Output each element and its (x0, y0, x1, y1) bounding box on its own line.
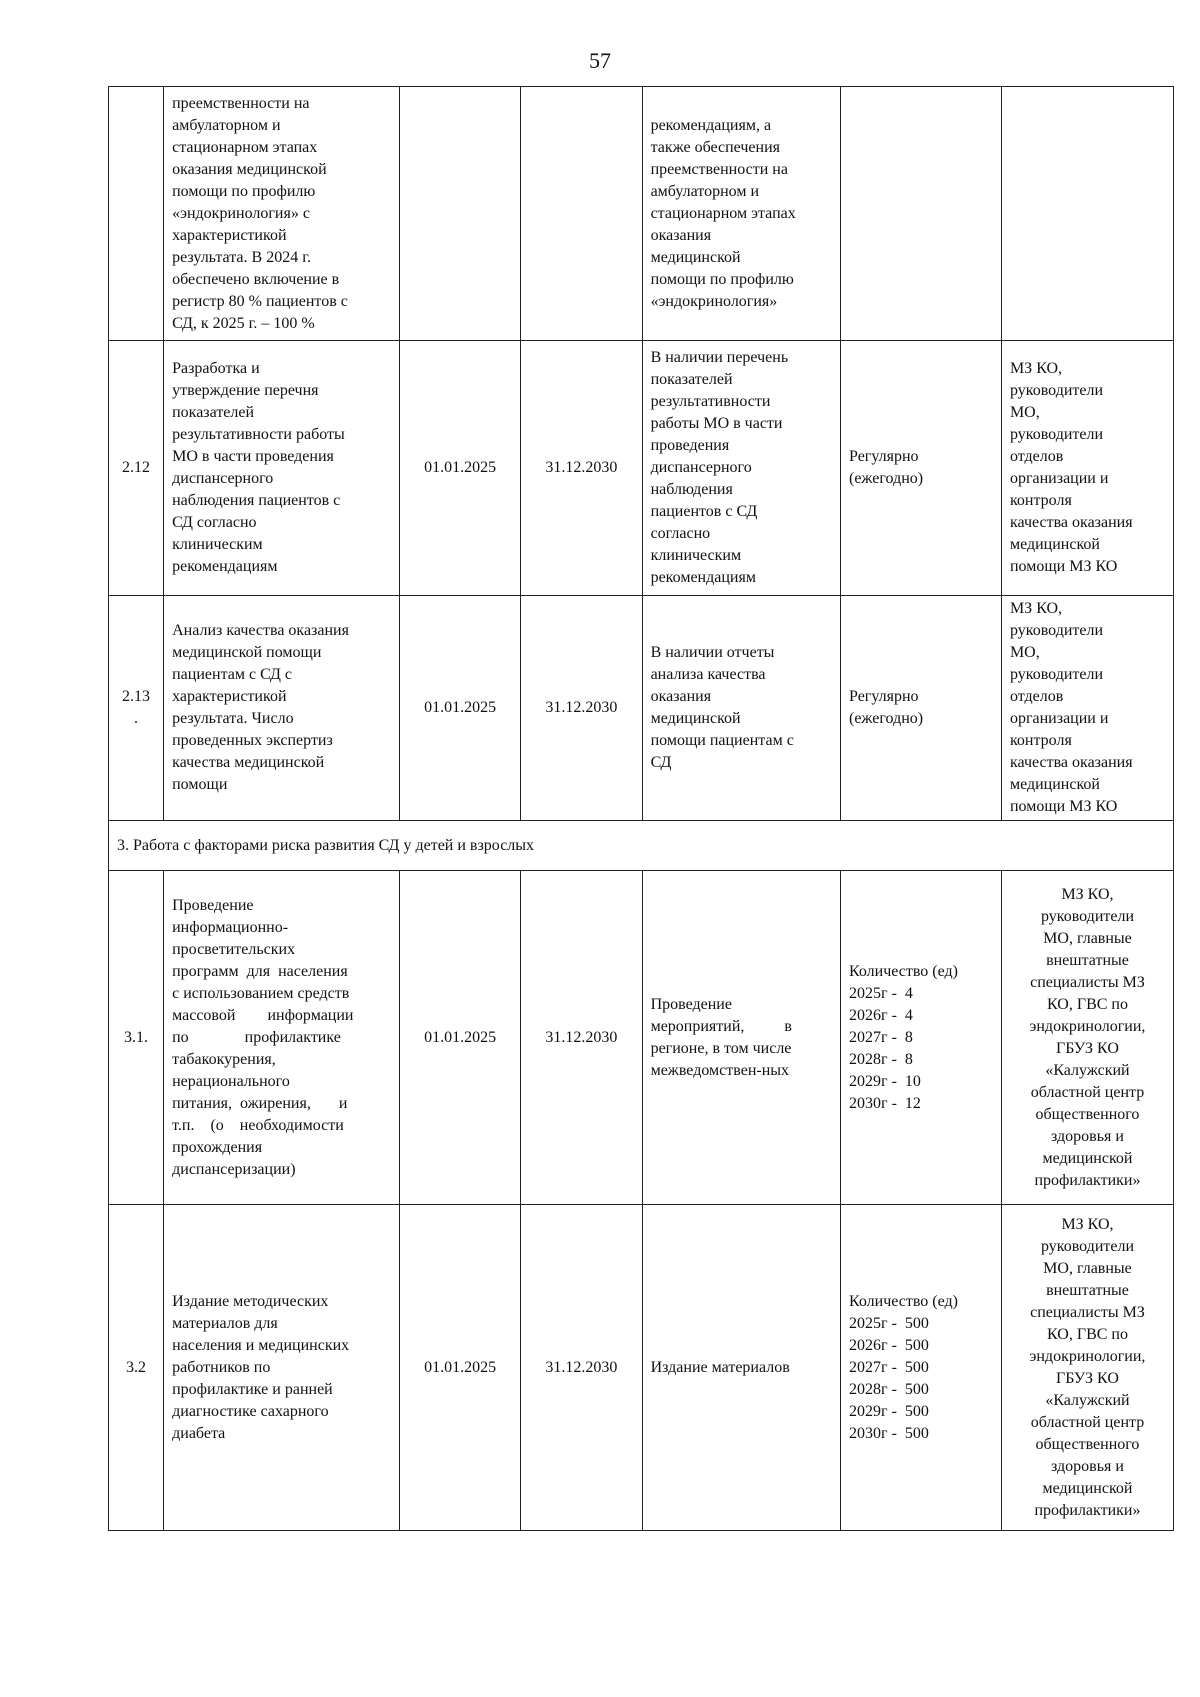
row-number-cell (109, 87, 164, 341)
section-header-row (109, 821, 1174, 871)
text-line: 2027г - 8 (849, 1028, 913, 1046)
text-line: КО, ГВС по (1046, 1325, 1128, 1343)
text-line: по профилактике (172, 1028, 341, 1046)
text-line: характеристикой (172, 688, 287, 705)
table-row (109, 596, 1174, 821)
result-cell (642, 87, 840, 341)
responsible-cell (1001, 341, 1173, 596)
text-line: регистр 80 % пациентов с (172, 292, 348, 310)
event-cell (164, 596, 400, 821)
text-line: эндокринологии, (1029, 1347, 1146, 1365)
text-line: оказания медицинской (172, 160, 327, 178)
result-cell (642, 871, 840, 1205)
end-date-cell: 31.12.2030 (521, 341, 642, 596)
frequency-cell (841, 596, 1002, 821)
page-number: 57 (589, 48, 611, 73)
text-line: руководители (1040, 1237, 1135, 1255)
end-date-cell (521, 87, 642, 341)
text-line: просветительских (172, 940, 296, 958)
text-line: МЗ КО, (1061, 1215, 1114, 1233)
text-line: организации и (1009, 470, 1109, 487)
text-line: медицинской помощи (172, 644, 322, 661)
frequency-cell (841, 871, 1002, 1205)
section-title: 3. Работа с факторами риска развития СД у детей и взрослых (109, 821, 1174, 871)
text-line: т.п. (о необходимости (172, 1116, 344, 1134)
start-date-cell: 01.01.2025 (400, 341, 521, 596)
text-line: «Калужский (1045, 1061, 1130, 1079)
text-line: МЗ КО, (1061, 885, 1114, 903)
table-row (109, 87, 1174, 341)
text-line: МО в части проведения (172, 448, 334, 465)
text-line: руководители (1009, 426, 1104, 443)
start-date-cell: 01.01.2025 (400, 871, 521, 1205)
text-line: контроля (1009, 732, 1072, 749)
text-line: качества оказания (1009, 514, 1133, 531)
text-line: диспансерного (172, 470, 274, 487)
text-line: проведения (650, 437, 730, 454)
text-line: организации и (1009, 710, 1109, 727)
text-line: согласно (650, 525, 711, 542)
text-line: профилактики» (1034, 1171, 1141, 1189)
text-line: наблюдения пациентов с (172, 492, 341, 509)
text-line: нерационального (172, 1072, 290, 1090)
text-line: межведомствен-ных (650, 1061, 790, 1079)
result-cell (642, 341, 840, 596)
text-line: СД согласно (172, 514, 257, 531)
text-line: областной центр (1030, 1083, 1145, 1101)
text-line: помощи по профилю (172, 182, 316, 200)
responsible-cell (1001, 87, 1173, 341)
text-line: 2029г - 500 (849, 1402, 929, 1420)
text-line: табакокурения, (172, 1050, 276, 1068)
text-line: преемственности на (650, 160, 788, 178)
text-line: характеристикой (172, 226, 287, 244)
text-line: качества медицинской (172, 754, 325, 771)
event-cell (164, 871, 400, 1205)
text-line: СД (650, 754, 672, 771)
text-line: 2026г - 4 (849, 1006, 913, 1024)
text-line: рекомендациям, а (650, 116, 772, 134)
text-line: отделов (1009, 688, 1064, 705)
text-line: общественного (1035, 1435, 1140, 1453)
text-line: контроля (1009, 492, 1072, 509)
text-line: Проведение (650, 995, 732, 1013)
text-line: медицинской (1009, 776, 1100, 793)
text-line: мероприятий, в (650, 1017, 792, 1035)
text-line: МЗ КО, (1009, 600, 1063, 617)
text-line: здоровья и (1051, 1127, 1124, 1145)
text-line: результата. В 2024 г. (172, 248, 311, 266)
text-line: 2030г - 500 (849, 1424, 929, 1442)
text-line: обеспечено включение в (172, 270, 340, 288)
text-line: питания, ожирения, и (172, 1094, 348, 1112)
row-number-cell: 3.2 (109, 1205, 164, 1531)
text-line: стационарном этапах (172, 138, 318, 156)
start-date-cell: 01.01.2025 (400, 596, 521, 821)
text-line: Регулярно (849, 688, 919, 705)
table-row (109, 871, 1174, 1205)
text-line: здоровья и (1051, 1457, 1124, 1475)
text-line: медицинской (650, 710, 741, 727)
text-line: В наличии перечень (650, 349, 789, 366)
text-line: профилактике и ранней (172, 1380, 333, 1398)
text-line: Разработка и (172, 360, 260, 377)
quantity-list (849, 1313, 993, 1445)
text-line: амбулаторном и (172, 116, 281, 134)
event-cell (164, 1205, 400, 1531)
text-line: 2029г - 10 (849, 1072, 921, 1090)
text-line: диспансеризации) (172, 1160, 296, 1178)
text-line: качества оказания (1009, 754, 1133, 771)
text-line: массовой информации (172, 1006, 354, 1024)
text-line: отделов (1009, 448, 1064, 465)
text-line: руководители (1009, 666, 1104, 683)
text-line: помощи МЗ КО (1009, 558, 1118, 575)
end-date-cell: 31.12.2030 (521, 596, 642, 821)
text-line: 2028г - 8 (849, 1050, 913, 1068)
text-line: работников по (172, 1358, 271, 1376)
text-line: руководители (1040, 907, 1135, 925)
text-line: диспансерного (650, 459, 752, 476)
row-number-cell: 2.12 (109, 341, 164, 596)
quantity-title: Количество (ед) (849, 1292, 958, 1310)
quantity-list (849, 983, 993, 1115)
text-line: пациентов с СД (650, 503, 758, 520)
text-line: проведенных экспертиз (172, 732, 333, 749)
text-line: В наличии отчеты (650, 644, 775, 661)
text-line: помощи МЗ КО (1009, 798, 1118, 815)
text-line: результативности (650, 393, 771, 410)
text-line: оказания (650, 226, 712, 244)
text-line: помощи пациентам с (650, 732, 794, 749)
text-line: 2028г - 500 (849, 1380, 929, 1398)
text-line: специалисты МЗ (1030, 1303, 1145, 1321)
table-row (109, 1205, 1174, 1531)
frequency-cell (841, 341, 1002, 596)
text-line: (ежегодно) (849, 710, 924, 727)
text-line: помощи (172, 776, 228, 793)
text-line: рекомендациям (172, 558, 278, 575)
plan-table (108, 86, 1174, 1531)
text-line: 2026г - 500 (849, 1336, 929, 1354)
text-line: клиническим (650, 547, 742, 564)
text-line: оказания (650, 688, 712, 705)
quantity-title: Количество (ед) (849, 962, 958, 980)
event-cell (164, 341, 400, 596)
start-date-cell (400, 87, 521, 341)
text-line: «эндокринология» с (172, 204, 310, 222)
responsible-cell (1001, 596, 1173, 821)
text-line: Издание материалов (650, 1358, 790, 1376)
text-line: руководители (1009, 382, 1104, 399)
text-line: прохождения (172, 1138, 263, 1156)
text-line: 2025г - 500 (849, 1314, 929, 1332)
result-cell (642, 1205, 840, 1531)
text-line: преемственности на (172, 94, 310, 112)
responsible-cell (1001, 1205, 1173, 1531)
text-line: МО, (1009, 644, 1040, 661)
text-line: МЗ КО, (1009, 360, 1063, 377)
text-line: утверждение перечня (172, 382, 319, 399)
text-line: медицинской (1042, 1479, 1133, 1497)
row-number-cell: 3.1. (109, 871, 164, 1205)
text-line: 2030г - 12 (849, 1094, 921, 1112)
text-line: ГБУЗ КО (1056, 1039, 1119, 1057)
text-line: регионе, в том числе (650, 1039, 792, 1057)
text-line: областной центр (1030, 1413, 1145, 1431)
text-line: медицинской (650, 248, 741, 266)
text-line: МО, (1009, 404, 1040, 421)
text-line: результативности работы (172, 426, 345, 443)
text-line: Издание методических (172, 1292, 329, 1310)
text-line: стационарном этапах (650, 204, 796, 222)
text-line: также обеспечения (650, 138, 780, 156)
end-date-cell: 31.12.2030 (521, 1205, 642, 1531)
text-line: общественного (1035, 1105, 1140, 1123)
start-date-cell: 01.01.2025 (400, 1205, 521, 1531)
text-line: показателей (650, 371, 733, 388)
text-line: Регулярно (849, 448, 919, 465)
result-cell (642, 596, 840, 821)
text-line: результата. Число (172, 710, 294, 727)
text-line: 2027г - 500 (849, 1358, 929, 1376)
text-line: 2025г - 4 (849, 984, 913, 1002)
text-line: внештатные (1046, 951, 1129, 969)
text-line: внештатные (1046, 1281, 1129, 1299)
text-line: анализа качества (650, 666, 766, 683)
text-line: клиническим (172, 536, 263, 553)
table-row (109, 341, 1174, 596)
text-line: эндокринологии, (1029, 1017, 1146, 1035)
responsible-cell (1001, 871, 1173, 1205)
end-date-cell: 31.12.2030 (521, 871, 642, 1205)
text-line: «Калужский (1045, 1391, 1130, 1409)
text-line: работы МО в части (650, 415, 783, 432)
text-line: (ежегодно) (849, 470, 924, 487)
text-line: диагностике сахарного (172, 1402, 329, 1420)
text-line: КО, ГВС по (1046, 995, 1128, 1013)
text-line: специалисты МЗ (1030, 973, 1145, 991)
text-line: помощи по профилю (650, 270, 794, 288)
text-line: программ для населения (172, 962, 348, 980)
text-line: МО, главные (1043, 929, 1132, 947)
text-line: пациентам с СД с (172, 666, 292, 683)
text-line: МО, главные (1043, 1259, 1132, 1277)
text-line: ГБУЗ КО (1056, 1369, 1119, 1387)
text-line: руководители (1009, 622, 1104, 639)
frequency-cell (841, 1205, 1002, 1531)
text-line: показателей (172, 404, 255, 421)
text-line: материалов для (172, 1314, 278, 1332)
text-line: профилактики» (1034, 1501, 1141, 1519)
text-line: СД, к 2025 г. – 100 % (172, 314, 315, 332)
text-line: Анализ качества оказания (172, 622, 349, 639)
event-cell (164, 87, 400, 341)
text-line: рекомендациям (650, 569, 756, 586)
text-line: с использованием средств (172, 984, 350, 1002)
text-line: наблюдения (650, 481, 733, 498)
text-line: амбулаторном и (650, 182, 760, 200)
text-line: «эндокринология» (650, 292, 778, 310)
frequency-cell (841, 87, 1002, 341)
text-line: диабета (172, 1424, 226, 1442)
text-line: медицинской (1009, 536, 1100, 553)
text-line: Проведение (172, 896, 254, 914)
text-line: медицинской (1042, 1149, 1133, 1167)
row-number-cell: 2.13 . (109, 596, 164, 821)
text-line: информационно- (172, 918, 289, 936)
text-line: населения и медицинских (172, 1336, 350, 1354)
